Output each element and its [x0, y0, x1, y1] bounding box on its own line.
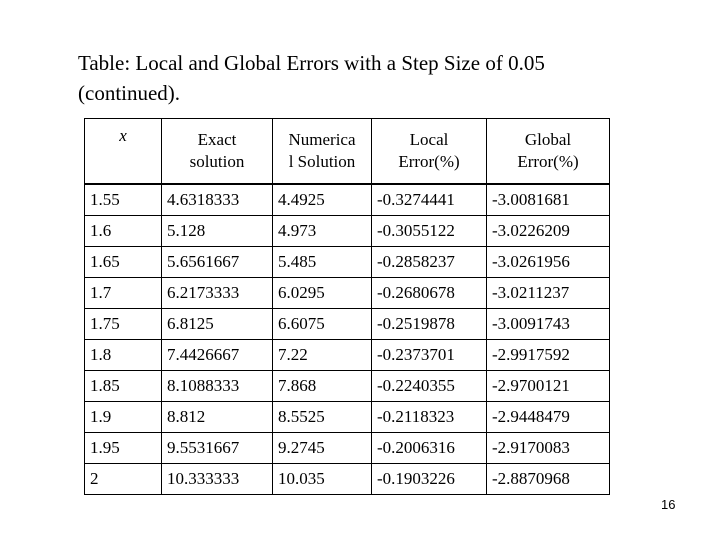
table-row: [85, 247, 610, 278]
header-exact-solution: [162, 119, 273, 185]
header-numerical-solution: [273, 119, 372, 185]
cell-numerical: 4.4925: [273, 184, 372, 216]
table-row: [85, 340, 610, 371]
cell-numerical: 7.22: [273, 340, 372, 371]
cell-global-error: -3.0211237: [487, 278, 610, 309]
cell-local-error: -0.2373701: [372, 340, 487, 371]
cell-exact: 8.1088333: [162, 371, 273, 402]
cell-global-error: -2.9170083: [487, 433, 610, 464]
cell-numerical: 7.868: [273, 371, 372, 402]
cell-exact: 9.5531667: [162, 433, 273, 464]
page-number: 16: [661, 497, 676, 512]
cell-global-error: -3.0091743: [487, 309, 610, 340]
cell-x: 1.6: [85, 216, 162, 247]
cell-exact: 10.333333: [162, 464, 273, 495]
title-line-1: Table: Local and Global Errors with a Step Size of 0.05: [78, 51, 545, 75]
table-row: [85, 433, 610, 464]
cell-exact: 6.8125: [162, 309, 273, 340]
cell-x: 1.8: [85, 340, 162, 371]
table-title: [78, 48, 678, 108]
header-global-line2: Error(%): [517, 152, 579, 171]
cell-global-error: -2.9448479: [487, 402, 610, 433]
table-row: [85, 184, 610, 216]
cell-global-error: -2.8870968: [487, 464, 610, 495]
header-local-line1: Local: [409, 130, 449, 149]
cell-global-error: -3.0226209: [487, 216, 610, 247]
cell-local-error: -0.3055122: [372, 216, 487, 247]
cell-x: 1.75: [85, 309, 162, 340]
table-row: [85, 216, 610, 247]
header-local-line2: Error(%): [398, 152, 460, 171]
cell-numerical: 10.035: [273, 464, 372, 495]
cell-exact: 7.4426667: [162, 340, 273, 371]
cell-x: 1.55: [85, 184, 162, 216]
header-numerical-line2: l Solution: [288, 152, 356, 171]
cell-exact: 4.6318333: [162, 184, 273, 216]
cell-numerical: 6.6075: [273, 309, 372, 340]
table-row: [85, 309, 610, 340]
cell-exact: 6.2173333: [162, 278, 273, 309]
cell-exact: 8.812: [162, 402, 273, 433]
cell-exact: 5.128: [162, 216, 273, 247]
cell-x: 1.9: [85, 402, 162, 433]
cell-numerical: 5.485: [273, 247, 372, 278]
table-row: [85, 278, 610, 309]
cell-local-error: -0.2519878: [372, 309, 487, 340]
cell-local-error: -0.2858237: [372, 247, 487, 278]
header-x-label: x: [119, 126, 127, 145]
header-exact-line2: solution: [189, 152, 245, 171]
table-row: [85, 464, 610, 495]
cell-numerical: 6.0295: [273, 278, 372, 309]
cell-local-error: -0.2118323: [372, 402, 487, 433]
cell-local-error: -0.3274441: [372, 184, 487, 216]
cell-exact: 5.6561667: [162, 247, 273, 278]
cell-global-error: -3.0261956: [487, 247, 610, 278]
header-numerical-line1: Numerica: [288, 130, 356, 149]
cell-x: 1.7: [85, 278, 162, 309]
cell-global-error: -2.9917592: [487, 340, 610, 371]
title-line-2: (continued).: [78, 81, 181, 105]
cell-global-error: -2.9700121: [487, 371, 610, 402]
table-row: [85, 371, 610, 402]
cell-local-error: -0.2240355: [372, 371, 487, 402]
errors-table: [84, 118, 610, 495]
cell-numerical: 8.5525: [273, 402, 372, 433]
cell-local-error: -0.2006316: [372, 433, 487, 464]
cell-local-error: -0.1903226: [372, 464, 487, 495]
header-x: [85, 119, 162, 185]
cell-global-error: -3.0081681: [487, 184, 610, 216]
cell-local-error: -0.2680678: [372, 278, 487, 309]
table-row: [85, 402, 610, 433]
cell-x: 2: [85, 464, 162, 495]
header-local-error: [372, 119, 487, 185]
header-row: [85, 119, 610, 185]
header-global-error: [487, 119, 610, 185]
cell-x: 1.95: [85, 433, 162, 464]
cell-numerical: 4.973: [273, 216, 372, 247]
cell-x: 1.65: [85, 247, 162, 278]
header-global-line1: Global: [524, 130, 572, 149]
cell-x: 1.85: [85, 371, 162, 402]
cell-numerical: 9.2745: [273, 433, 372, 464]
header-exact-line1: Exact: [197, 130, 237, 149]
